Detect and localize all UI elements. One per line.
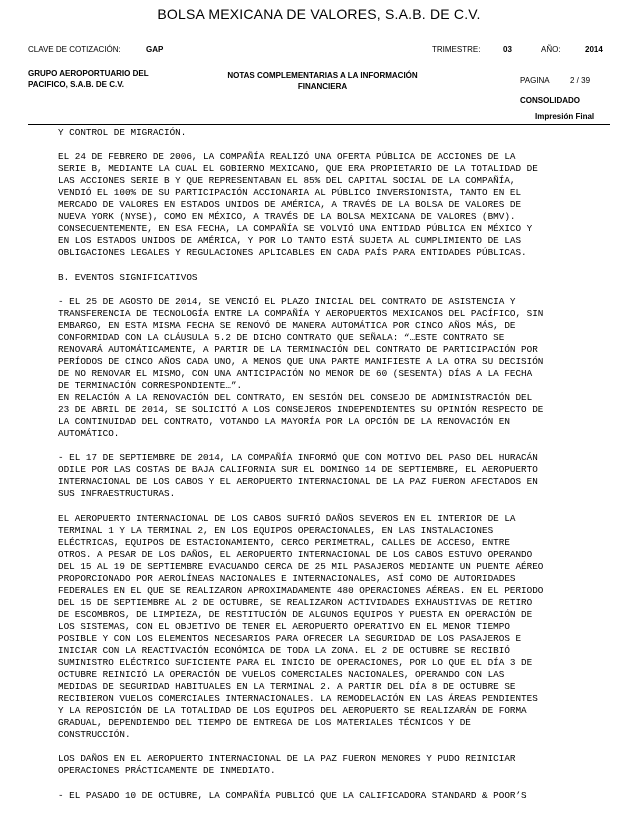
text-line: - EL PASADO 10 DE OCTUBRE, LA COMPAÑÍA PUBLICÓ QUE LA CALIFICADORA STANDARD & POOR’S — [58, 789, 527, 801]
paragraph-spacer — [58, 500, 618, 512]
text-line: SERIE B, MEDIANTE LA CUAL EL GOBIERNO MEXICANO, QUE ERA PROPIETARIO DE LA TOTALIDAD DE — [58, 163, 538, 175]
text-line: CONFORMIDAD CON LA CLÁUSULA 5.2 DE DICHO CONTRATO QUE SEÑALA: “…ESTE CONTRATO SE — [58, 331, 505, 343]
paragraph — [58, 272, 618, 284]
text-line: AUTOMÁTICO. — [58, 428, 120, 440]
paragraph-spacer — [58, 260, 618, 272]
text-line: OBLIGACIONES LEGALES Y REGULACIONES APLICABLES EN CADA PAÍS PARA ENTIDADES PÚBLICAS. — [58, 247, 527, 259]
paragraph — [58, 452, 618, 500]
company-name-line-2: PACIFICO, S.A.B. DE C.V. — [28, 80, 125, 89]
text-line: GRADUAL, DEPENDIENDO DEL TIEMPO DE ENTREGA DE LOS MATERIALES TÉCNICOS Y DE — [58, 717, 471, 729]
text-line: LOS SISTEMAS, CON EL OBJETIVO DE TENER EL AEROPUERTO OPERATIVO EN EL MENOR TIEMPO — [58, 620, 510, 632]
text-line: POSIBLE Y CON LOS ELEMENTOS NECESARIOS PARA OFRECER LA SEGURIDAD DE LOS PASAJEROS E — [58, 632, 522, 644]
paragraph — [58, 127, 618, 139]
clave-cotizacion-value: GAP — [146, 45, 164, 54]
text-line: EN RELACIÓN A LA RENOVACIÓN DEL CONTRATO, EN SESIÓN DEL CONSEJO DE ADMINISTRACIÓN DEL — [58, 392, 533, 404]
text-line: MEDIDAS DE SEGURIDAD HABITUALES EN LA TERMINAL 2. A PARTIR DEL DÍA 8 DE OCTUBRE SE — [58, 681, 516, 693]
text-line: VENDIÓ EL 100% DE SU PARTICIPACIÓN ACCIONARIA AL PÚBLICO INVERSIONISTA, TANTO EN EL — [58, 187, 522, 199]
text-line: ODILE POR LAS COSTAS DE BAJA CALIFORNIA SUR EL DOMINGO 14 DE SEPTIEMBRE, EL AEROPUERTO — [58, 464, 538, 476]
text-line: SUMINISTRO ELÉCTRICO SUFICIENTE PARA EL INICIO DE OPERACIONES, POR LO QUE EL DÍA 3 DE — [58, 657, 533, 669]
text-line: - EL 25 DE AGOSTO DE 2014, SE VENCIÓ EL PLAZO INICIAL DEL CONTRATO DE ASISTENCIA Y — [58, 295, 516, 307]
text-line: DE ESCOMBROS, DE LIMPIEZA, DE RESTITUCIÓN DE ALGUNOS EQUIPOS Y PUESTA EN OPERACIÓN DE — [58, 608, 533, 620]
paragraph-spacer — [58, 778, 618, 790]
text-line: LAS ACCIONES SERIE B Y QUE REPRESENTABAN EL 85% DEL CAPITAL SOCIAL DE LA COMPAÑÍA, — [58, 175, 516, 187]
text-line: EN LOS ESTADOS UNIDOS DE AMÉRICA, Y POR LO TANTO ESTÁ SUJETA AL CUMPLIMIENTO DE LAS — [58, 235, 522, 247]
text-line: LOS DAÑOS EN EL AEROPUERTO INTERNACIONAL DE LA PAZ FUERON MENORES Y PUDO REINICIAR — [58, 753, 516, 765]
text-line: Y CONTROL DE MIGRACIÓN. — [58, 127, 187, 138]
text-line: LA CONTINUIDAD DEL CONTRATO, VOTANDO LA MAYORÍA POR LA OPCIÓN DE LA RENOVACIÓN EN — [58, 416, 510, 428]
company-name-line-1: GRUPO AEROPORTUARIO DEL — [28, 69, 149, 78]
header-divider — [28, 124, 610, 125]
paragraph — [58, 753, 618, 777]
text-line: EMBARGO, EN ESTA MISMA FECHA SE RENOVÓ DE MANERA AUTOMÁTICA POR CINCO AÑOS MÁS, DE — [58, 319, 516, 331]
text-line: PERÍODOS DE CINCO AÑOS CADA UNO, A MENOS QUE UNA PARTE MANIFIESTE A LA OTRA SU DECISIÓN — [58, 355, 544, 367]
text-line: CONSECUENTEMENTE, EN ESA FECHA, LA COMPAÑÍA SE VOLVIÓ UNA ENTIDAD PÚBLICA EN MÉXICO Y — [58, 223, 533, 235]
trimestre-value: 03 — [503, 45, 512, 54]
paragraph — [58, 151, 618, 259]
text-line: TRANSFERENCIA DE TECNOLOGÍA ENTRE LA COMPAÑÍA Y AEROPUERTOS MEXICANOS DEL PACÍFICO, SIN — [58, 307, 544, 319]
text-line: CONSTRUCCIÓN. — [58, 729, 131, 741]
document-body — [58, 127, 618, 802]
text-line: INTERNACIONAL DE LOS CABOS Y EL AEROPUERTO INTERNACIONAL DE LA PAZ FUERON AFECTADOS EN — [58, 476, 538, 488]
text-line: RECIBIERON VUELOS COMERCIALES INTERNACIONALES. LA REMODELACIÓN EN LAS ÁREAS PENDIENTES — [58, 693, 538, 705]
text-line: OTROS. A PESAR DE LOS DAÑOS, EL AEROPUERTO INTERNACIONAL DE LOS CABOS ESTUVO OPERANDO — [58, 548, 533, 560]
paragraph-spacer — [58, 440, 618, 452]
text-line: PROPORCIONADO POR AEROLÍNEAS NACIONALES E INTERNACIONALES, ASÍ COMO DE AUTORIDADES — [58, 572, 516, 584]
text-line: DE TERMINACIÓN CORRESPONDIENTE…”. — [58, 379, 243, 391]
text-line: Y LA REPOSICIÓN DE LA TOTALIDAD DE LOS EQUIPOS DEL AEROPUERTO SE REALIZARÁN DE FORMA — [58, 705, 527, 717]
company-name — [28, 68, 188, 90]
impresion-label: Impresión Final — [535, 112, 595, 121]
paragraph — [58, 513, 618, 742]
text-line: OPERACIONES PRÁCTICAMENTE DE INMEDIATO. — [58, 765, 276, 777]
text-line: MERCADO DE VALORES EN ESTADOS UNIDOS DE AMÉRICA, A TRAVÉS DE LA BOLSA DE VALORES DE — [58, 199, 522, 211]
consolidado-label: CONSOLIDADO — [520, 96, 580, 105]
pagina-value: 2 / 39 — [570, 76, 591, 85]
ano-value: 2014 — [585, 45, 603, 54]
text-line: DE NO RENOVAR EL MISMO, CON UNA ANTICIPACIÓN NO MENOR DE 60 (SESENTA) DÍAS A LA FECHA — [58, 367, 533, 379]
text-line: RENOVARÁ AUTOMÁTICAMENTE, A PARTIR DE LA TERMINACIÓN DEL CONTRATO DE PARTICIPACIÓN POR — [58, 343, 538, 355]
text-line: EL AEROPUERTO INTERNACIONAL DE LOS CABOS SUFRIÓ DAÑOS SEVEROS EN EL INTERIOR DE LA — [58, 512, 516, 524]
paragraph-spacer — [58, 741, 618, 753]
ano-label: AÑO: — [541, 45, 561, 54]
text-line: B. EVENTOS SIGNIFICATIVOS — [58, 271, 198, 283]
page-title: BOLSA MEXICANA DE VALORES, S.A.B. DE C.V. — [157, 6, 481, 22]
text-line: 23 DE ABRIL DE 2014, SE SOLICITÓ A LOS CONSEJEROS INDEPENDIENTES SU OPINIÓN RESPECTO DE — [58, 404, 544, 416]
paragraph — [58, 296, 618, 441]
text-line: - EL 17 DE SEPTIEMBRE DE 2014, LA COMPAÑÍA INFORMÓ QUE CON MOTIVO DEL PASO DEL HURACÁN — [58, 452, 538, 464]
paragraph-spacer — [58, 139, 618, 151]
text-line: EL 24 DE FEBRERO DE 2006, LA COMPAÑÍA REALIZÓ UNA OFERTA PÚBLICA DE ACCIONES DE LA — [58, 151, 516, 163]
section-heading-line-1: NOTAS COMPLEMENTARIAS A LA INFORMACIÓN — [227, 71, 418, 80]
text-line: FEDERALES EN EL QUE SE REALIZARON APROXIMADAMENTE 480 OPERACIONES AÉREAS. EN EL PERIODO — [58, 584, 544, 596]
text-line: SUS INFRAESTRUCTURAS. — [58, 488, 176, 500]
text-line: ELÉCTRICAS, EQUIPOS DE ESTACIONAMIENTO, CERCO PERIMETRAL, CALLES DE ACCESO, ENTRE — [58, 536, 510, 548]
paragraph — [58, 790, 618, 802]
text-line: NUEVA YORK (NYSE), COMO EN MÉXICO, A TRAVÉS DE LA BOLSA MEXICANA DE VALORES (BMV). — [58, 211, 516, 223]
trimestre-label: TRIMESTRE: — [432, 45, 481, 54]
text-line: TERMINAL 1 Y LA TERMINAL 2, EN LOS EQUIPOS OPERACIONALES, EN LAS INSTALACIONES — [58, 524, 494, 536]
text-line: DEL 15 AL 19 DE SEPTIEMBRE EVACUANDO CERCA DE 25 MIL PASAJEROS MEDIANTE UN PUENTE AÉREO — [58, 560, 544, 572]
section-heading — [210, 70, 435, 92]
section-heading-line-2: FINANCIERA — [297, 82, 348, 91]
text-line: DEL 15 DE SEPTIEMBRE AL 2 DE OCTUBRE, SE REALIZARON ACTIVIDADES EXHAUSTIVAS DE RETIRO — [58, 596, 533, 608]
paragraph-spacer — [58, 284, 618, 296]
text-line: INICIAR CON LA REACTIVACIÓN ECONÓMICA DE TODA LA ZONA. EL 2 DE OCTUBRE SE RECIBIÓ — [58, 645, 510, 657]
pagina-label: PAGINA — [520, 76, 550, 85]
text-line: OCTUBRE REINICIÓ LA OPERACIÓN DE VUELOS COMERCIALES NACIONALES, OPERANDO CON LAS — [58, 669, 505, 681]
clave-cotizacion-label: CLAVE DE COTIZACIÓN: — [28, 45, 121, 54]
